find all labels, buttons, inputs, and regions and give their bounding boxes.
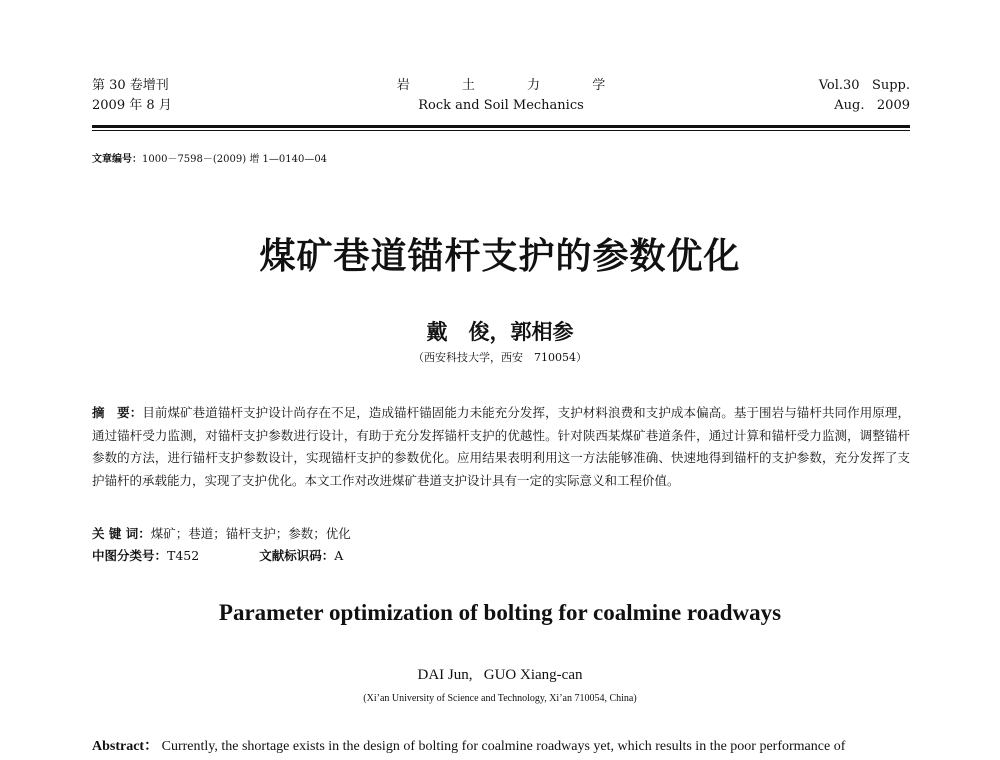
authors-cn: 戴 俊，郭相参 <box>426 319 574 344</box>
article-number-value: 1000－7598－(2009) 增 1—0140—04 <box>142 154 328 165</box>
header-volume-en-line: Vol.30 Supp. <box>818 78 910 93</box>
running-header <box>92 76 910 118</box>
article-number-label: 文章编号： <box>92 154 142 165</box>
doc-code-label: 文献标识码： <box>259 548 335 563</box>
header-date-en-line: Aug. 2009 <box>834 98 910 113</box>
abstract-cn-label: 摘 要： <box>92 405 143 420</box>
header-volume-en <box>819 76 910 116</box>
journal-name-en: Rock and Soil Mechanics <box>418 98 584 113</box>
paper-title-cn: 煤矿巷道锚杆支护的参数优化 <box>259 236 741 277</box>
doc-code-value: A <box>334 548 344 563</box>
affiliation-cn: （西安科技大学，西安 710054） <box>413 351 587 364</box>
abstract-en <box>92 737 910 757</box>
header-date-line: 2009 年 8 月 <box>92 98 172 113</box>
authors-en: DAI Jun, GUO Xiang-can <box>417 667 583 683</box>
header-volume-line: 第 30 卷增刊 <box>92 78 169 93</box>
clc-label: 中图分类号： <box>92 548 168 563</box>
keywords-label: 关 键 词： <box>92 526 151 541</box>
affiliation-en: (Xi’an University of Science and Technology, Xi’an 710054, China) <box>363 693 637 704</box>
classification <box>92 546 343 566</box>
clc-value: T452 <box>167 548 200 563</box>
article-number <box>92 150 327 165</box>
keywords <box>92 524 351 544</box>
abstract-en-text: Currently, the shortage exists in the design of bolting for coalmine roadways yet, which results in the poor performance of <box>158 739 846 754</box>
keywords-text: 煤矿；巷道；锚杆支护；参数；优化 <box>150 526 351 541</box>
abstract-cn <box>92 402 910 492</box>
header-journal-name <box>92 76 910 116</box>
journal-name-cn: 岩 土 力 学 <box>396 78 630 93</box>
abstract-en-label: Abstract： <box>92 739 159 754</box>
paper-title-en: Parameter optimization of bolting for coalmine roadways <box>218 600 782 625</box>
abstract-cn-text: 目前煤矿巷道锚杆支护设计尚存在不足，造成锚杆锚固能力未能充分发挥，支护材料浪费和支护成本偏高。基于围岩与锚杆共同作用原理，通过锚杆受力监测，对锚杆支护参数进行设计，有助于充分发挥锚杆支护的优越性。针对陕西某煤矿巷道条件，通过计算和锚杆受力监测，调整锚杆参数的方法，进行锚杆支护参数设计，实现锚杆支护的参数优化。应用结果表明利用这一方法能够准确、快速地得到锚杆的支护参数，充分发挥了支护锚杆的承载能力，实现了支护优化。本文工作对改进煤矿巷道支护设计具有一定的实际意义和工程价值。 <box>92 405 910 488</box>
header-rule-thin <box>92 130 910 131</box>
header-rule-thick <box>92 125 910 128</box>
